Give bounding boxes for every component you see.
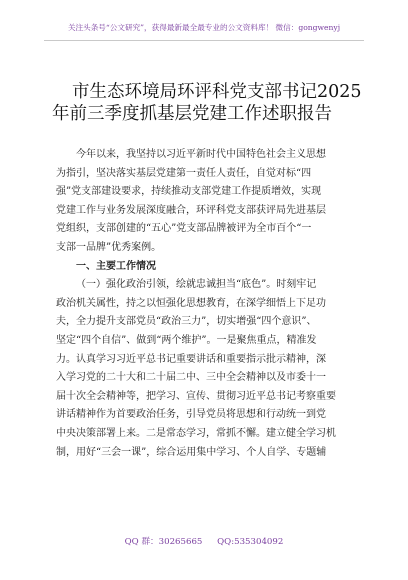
document-body	[56, 146, 360, 462]
body-line: 入学习党的二十大和二十届二中、三中全会精神以及市委十一	[56, 372, 326, 384]
body-line: 为指引，坚决落实基层党建第一责任人责任，自觉对标“四	[56, 167, 312, 179]
body-line: 强”党支部建设要求，持续推动支部党建工作提质增效，实现	[56, 186, 322, 198]
page-header-note: 关注头条号“公文研究”，获得最新最全最专业的公文资料库！ 微信：gongwenyj	[67, 23, 341, 32]
header-divider	[44, 40, 364, 41]
body-line: 党组织，支部创建的“五心”党支部品牌被评为全市百个“一	[56, 223, 312, 235]
body-line: 今年以来，我坚持以习近平新时代中国特色社会主义思想	[76, 149, 326, 160]
footer-qq-group: QQ 群：30265665	[124, 537, 203, 547]
body-line: 讲话精神作为首要政治任务，引导党员将思想和行动统一到党	[56, 409, 326, 421]
page-footer	[0, 535, 408, 547]
body-line: 坚定“四个自信”、做到“两个维护”。一是聚焦重点，精准发	[56, 334, 317, 346]
footer-qq-contact: QQ:535304092	[217, 537, 284, 547]
title-line-2: 年前三季度抓基层党建工作述职报告	[52, 104, 332, 124]
body-line: 中央决策部署上来。二是常态学习，常抓不懈。建立健全学习机	[56, 427, 336, 439]
body-line: 党建工作与业务发展深度融合，环评科党支部获评局先进基层	[56, 204, 326, 216]
body-line: 届十次全会精神等，把学习、宣传、贯彻习近平总书记考察重要	[56, 390, 336, 402]
body-line: 制，用好“三会一课”，综合运用集中学习、个人自学、专题辅	[56, 446, 327, 458]
document-title	[52, 81, 370, 125]
body-line: 支部一品牌”优秀案例。	[56, 241, 162, 253]
title-line-1: 市生态环境局环评科党支部书记2025	[72, 82, 362, 102]
body-line: 夫，全力提升支部党员“政治三力”，切实增强“四个意识”、	[56, 316, 317, 328]
section-heading: 一、主要工作情况	[76, 260, 156, 272]
body-line: 力。认真学习习近平总书记重要讲话和重要指示批示精神，深	[56, 353, 326, 365]
body-line: （一）强化政治引领，绘就忠诚担当“底色”。时刻牢记	[76, 279, 317, 291]
body-line: 政治机关属性，持之以恒强化思想教育，在深学细悟上下足功	[56, 297, 326, 309]
